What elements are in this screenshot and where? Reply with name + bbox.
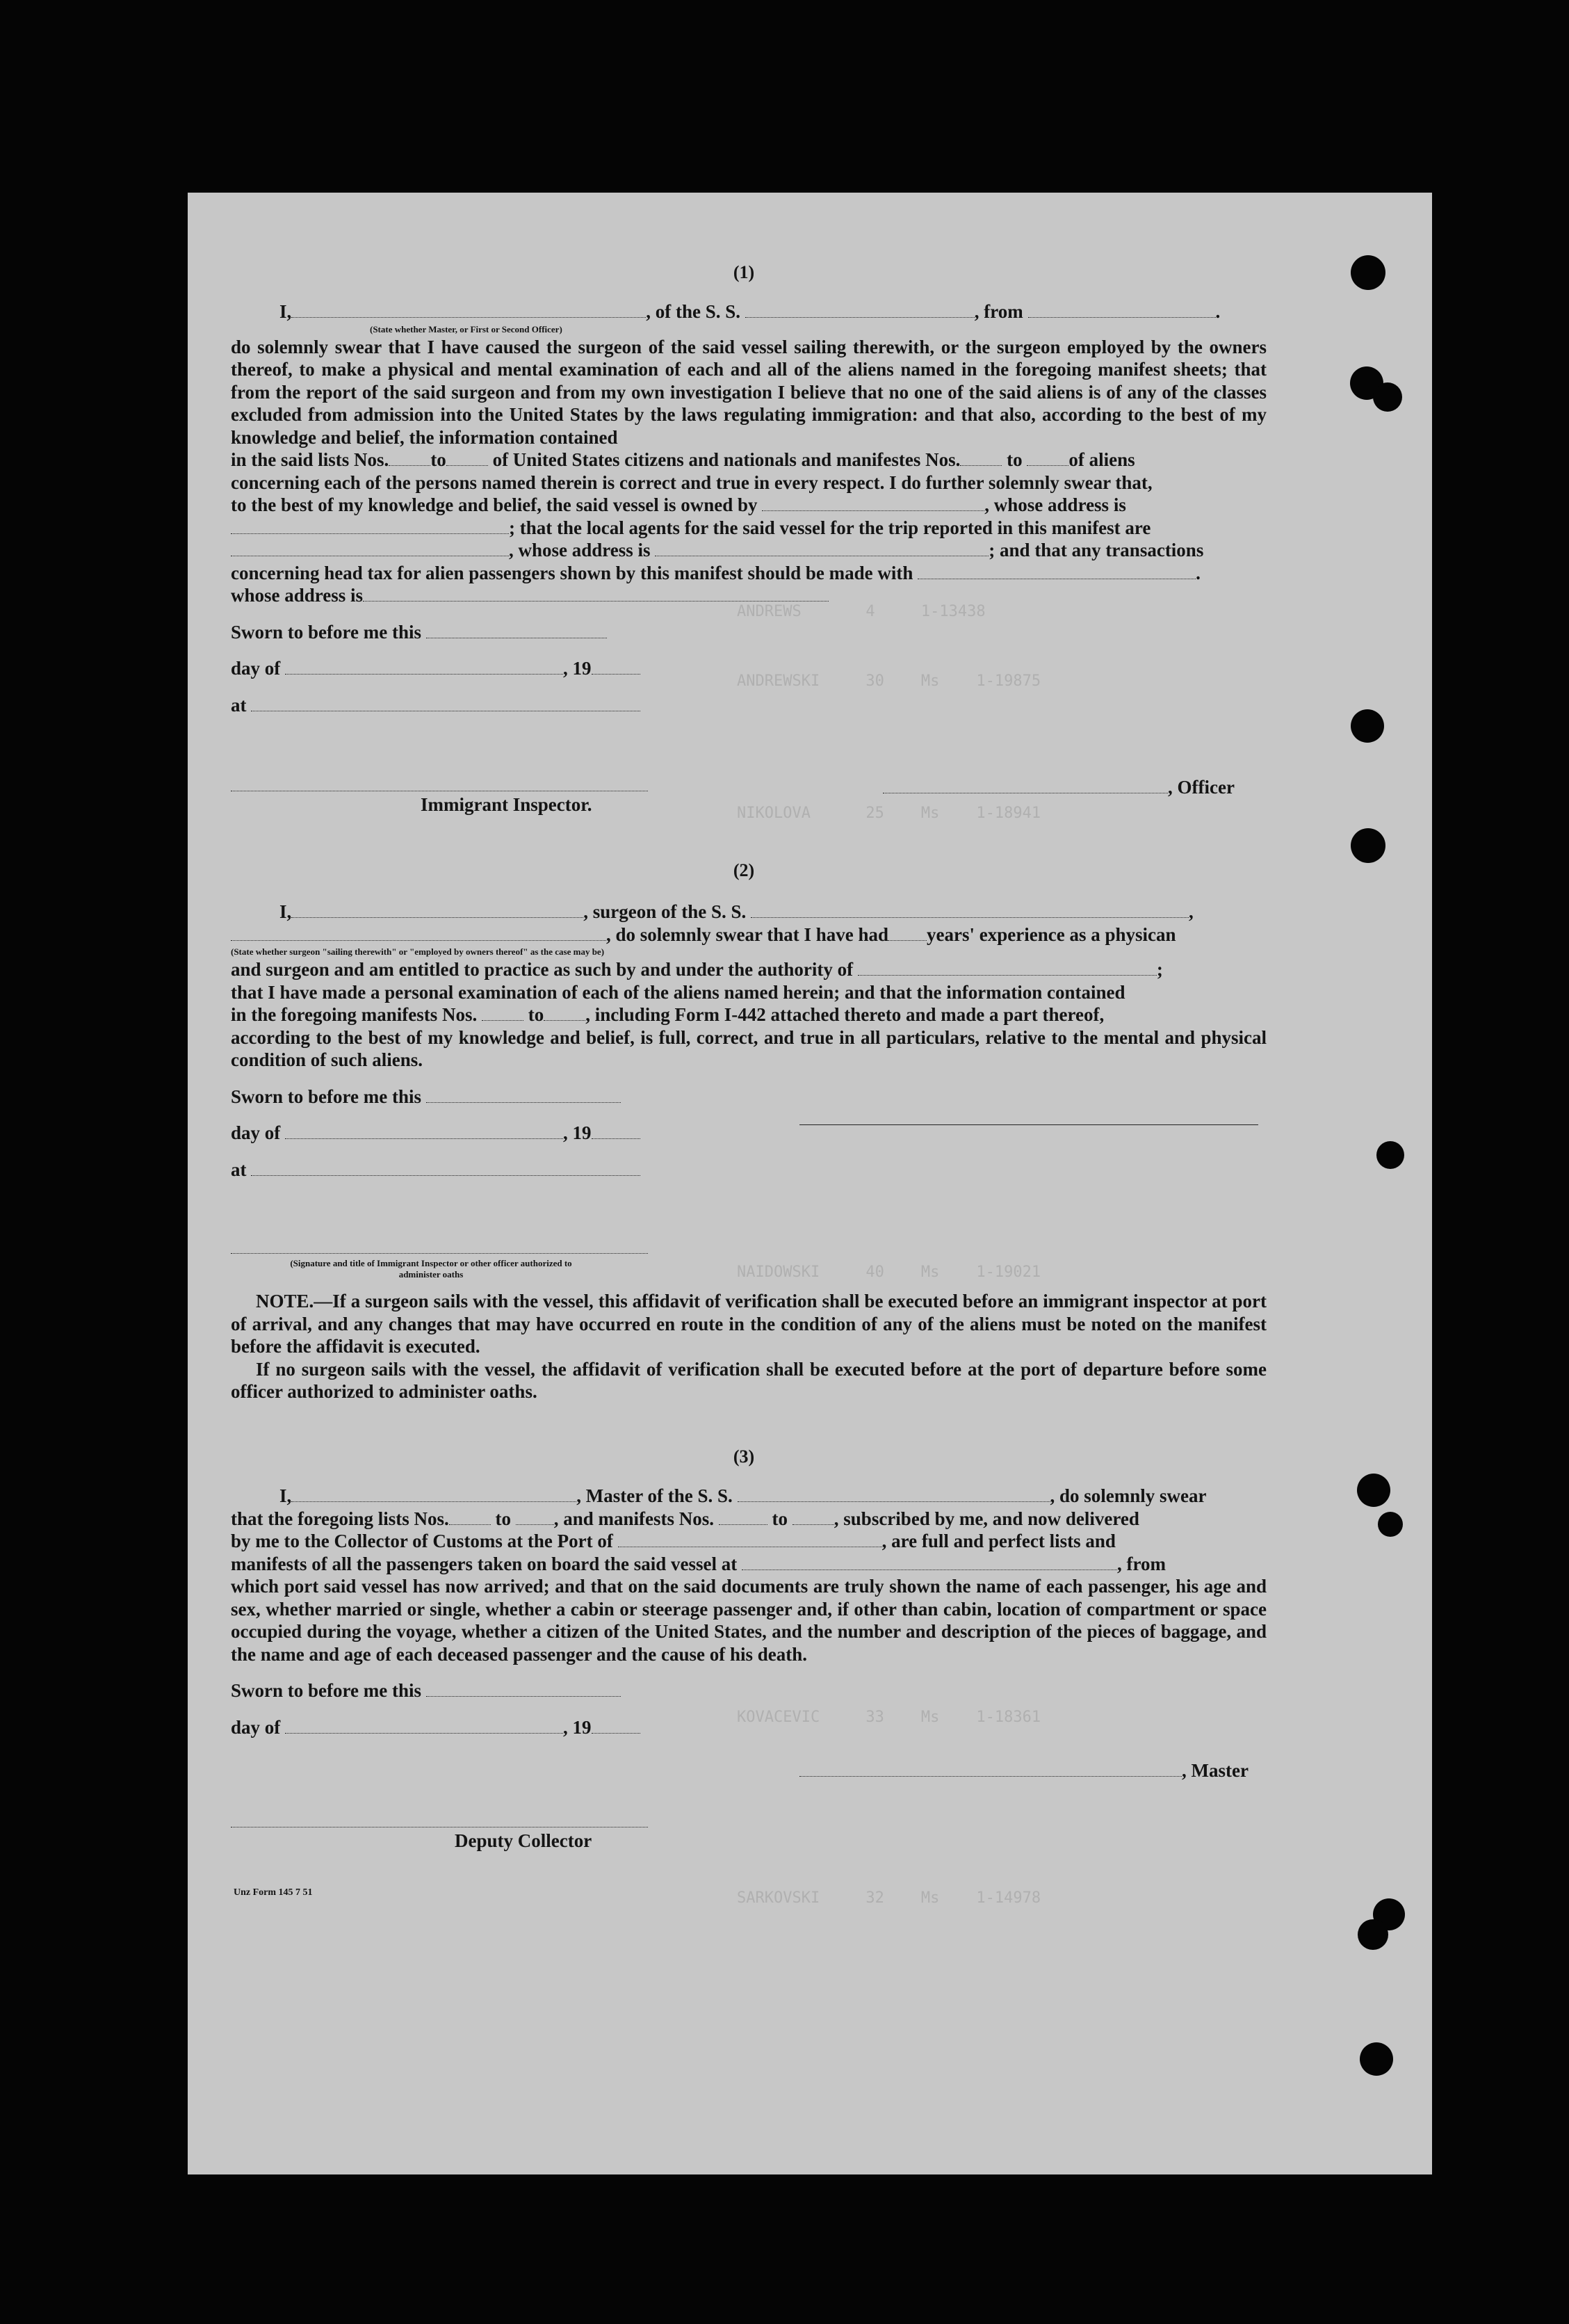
owner-label: to the best of my knowledge and belief, the said vessel is owned by (231, 494, 758, 515)
departure-port-field[interactable] (1028, 303, 1216, 318)
manifest-form-page (188, 193, 1432, 2174)
punch-hole (1357, 1474, 1390, 1507)
to-label: to (495, 1508, 511, 1529)
punch-hole (1373, 382, 1402, 412)
examination-statement: that I have made a personal examination of each of the aliens named herein; and that the information contained (231, 981, 1125, 1003)
vessel-name-field[interactable] (751, 903, 1189, 918)
punch-hole (1358, 1919, 1388, 1950)
list-from-field[interactable] (389, 451, 430, 466)
head-tax-label: concerning head tax for alien passengers shown by this manifest should be made with (231, 562, 913, 583)
agents-field[interactable] (231, 542, 509, 556)
form-number: Unz Form 145 7 51 (234, 1887, 313, 1898)
vessel-label: , of the S. S. (646, 301, 741, 322)
day-of-label: day of (231, 1716, 281, 1738)
delivery-label: , subscribed by me, and now delivered (834, 1508, 1139, 1529)
bleed-through-text: KOVACEVIC 33 Ms 1-18361 (737, 1709, 1041, 1726)
year-label: , 19 (563, 1716, 592, 1738)
bleed-through-text: SARKOVSKI 32 Ms 1-14978 (737, 1889, 1041, 1907)
master-label: , Master (1182, 1760, 1249, 1781)
sworn-month-field[interactable] (285, 660, 563, 675)
sworn-place-field[interactable] (251, 697, 640, 711)
sworn-year-field[interactable] (592, 660, 640, 675)
authority-label: and surgeon and am entitled to practice as such by and under the authority of (231, 959, 854, 980)
section-1-affidavit: I, , of the S. S. , from . (State whether Master, or First or Second Officer) do solemnly swear that I have caused the surgeon of the said vessel sailing therewith, or the surgeon employed by the owners thereof, to make a physical and mental examination of each and all of the aliens named in the foregoing manifest sheets; that from the report of the said surgeon and from my own investigation I believe that no one of the said aliens is of any of the classes excluded from admission into the United States by the laws regulating immigration: and that also, according to the best of my knowledge and belief, the information contained in the said lists Nos. to of United States citizens and nationals and manifestes Nos. to of aliens concerning each of the persons named therein is correct and true in every respect. I do further solemnly swear that, to the best of my knowledge and belief, the said vessel is owned by , whose address is ; that the local agents for the said vessel for the trip reported in this manifest are , whose address is ; and that any transactions concerning head tax for alien passengers shown by this manifest should be made with . whose address is Sworn to before me this day of , 19 at (231, 301, 1267, 716)
list-from-field[interactable] (449, 1510, 491, 1525)
vessel-name-field[interactable] (745, 303, 975, 318)
manifests-label: of United States citizens and nationals and manifestes Nos. (492, 449, 961, 470)
sworn-year-field[interactable] (592, 1719, 640, 1734)
address-label: whose address is (231, 585, 364, 606)
note-block (231, 1290, 1267, 1403)
officer-label: , Officer (1168, 777, 1235, 798)
collector-label: by me to the Collector of Customs at the Port of (231, 1531, 613, 1551)
boarding-port-field[interactable] (742, 1556, 1117, 1570)
punch-hole (1351, 828, 1385, 863)
sworn-place-field[interactable] (251, 1161, 640, 1176)
manifest-to-field[interactable] (792, 1510, 834, 1525)
vessel-label: , surgeon of the S. S. (583, 901, 747, 922)
punch-hole (1378, 1512, 1403, 1537)
inspector-signature-line[interactable] (231, 1239, 648, 1254)
at-label: at (231, 694, 247, 716)
sworn-year-field[interactable] (592, 1124, 640, 1139)
section-3-body: which port said vessel has now arrived; and that on the said documents are truly shown the name of each passenger, his age and sex, whether married or single, whether a cabin or steerage passenger and, if other than cabin, location of compartment or space occupied during the voyage, whether a citizen of the United States, and the number and description of the pieces of baggage, and the name and age of each deceased passenger and the cause of his death. (231, 1576, 1267, 1665)
section-2-affidavit: I, , surgeon of the S. S. , , do solemnly swear that I have had years' experience as a physican (State whether surgeon "sailing therewith" or "employed by owners thereof" as the case may be) and surgeon and am entitled to practice as such by and under the authority of ; that I have made a personal examination of each of the aliens named herein; and that the information contained in the foregoing manifests Nos. to , including Form I-442 attached thereto and made a part thereof, according to the best of my knowledge and belief, is full, correct, and true in all particulars, relative to the mental and physical condition of such aliens. Sworn to before me this day of , 19 at (231, 901, 1267, 1180)
swear-label: , do solemnly swear (1050, 1485, 1207, 1506)
master-signature-field[interactable] (799, 1762, 1182, 1777)
manifest-to-field[interactable] (1027, 451, 1068, 466)
lists-statement: , are full and perfect lists and (881, 1531, 1116, 1551)
at-label: at (231, 1159, 247, 1180)
bleed-through-text: NIKOLOVA 25 Ms 1-18941 (737, 805, 1041, 822)
sworn-month-field[interactable] (285, 1719, 563, 1734)
collector-signature-line[interactable] (231, 1813, 648, 1827)
section-2-body-end: according to the best of my knowledge and belief, is full, correct, and true in all particulars, relative to the mental and physical condition of such aliens. (231, 1026, 1267, 1070)
day-of-label: day of (231, 1122, 281, 1143)
oath-opening: I, (279, 1485, 292, 1506)
officer-name-field[interactable] (291, 303, 646, 318)
sworn-day-field[interactable] (426, 1088, 621, 1103)
manifests-label: , and manifests Nos. (553, 1508, 715, 1529)
manifests-label: in the foregoing manifests Nos. (231, 1004, 478, 1025)
sworn-label: Sworn to before me this (231, 621, 421, 643)
agents-address-field[interactable] (655, 542, 989, 556)
sworn-label: Sworn to before me this (231, 1086, 421, 1107)
master-signature (799, 1760, 1249, 1782)
year-label: , 19 (563, 658, 592, 679)
bleed-through-text: ANDREWSKI 30 Ms 1-19875 (737, 672, 1041, 690)
authority-field[interactable] (858, 961, 1157, 976)
to-label: to (430, 449, 446, 470)
note-no-surgeon: If no surgeon sails with the vessel, the affidavit of verification shall be executed before at the port of departure before some officer authorized to administer oaths. (231, 1358, 1267, 1402)
form-reference: , including Form I-442 attached thereto and made a part thereof, (585, 1004, 1105, 1025)
section-2-number: (2) (733, 860, 755, 880)
officer-signature (883, 777, 1235, 798)
address-label: , whose address is (509, 540, 651, 560)
surgeon-signature-line[interactable] (799, 1111, 1258, 1125)
inspector-signature-line[interactable] (231, 777, 648, 791)
section-1-number: (1) (733, 262, 755, 282)
punch-hole (1360, 2042, 1393, 2076)
master-name-field[interactable] (291, 1487, 576, 1502)
owner-field[interactable] (762, 497, 984, 511)
list-to-field[interactable] (446, 451, 488, 466)
punch-hole (1351, 255, 1385, 290)
punch-hole (1376, 1141, 1404, 1169)
inspector-title: Immigrant Inspector. (421, 794, 592, 815)
from-label: , from (1117, 1553, 1166, 1574)
surgeon-caption: (State whether surgeon "sailing therewith" or "employed by owners thereof" as the case may be) (231, 946, 605, 957)
officer-signature-field[interactable] (883, 779, 1168, 793)
years-experience-field[interactable] (888, 926, 927, 941)
list-to-field[interactable] (516, 1510, 554, 1525)
owner-address-field[interactable] (231, 519, 509, 534)
port-field[interactable] (618, 1533, 882, 1547)
surgeon-status-field[interactable] (231, 926, 606, 941)
lists-label: that the foregoing lists Nos. (231, 1508, 449, 1529)
sworn-month-field[interactable] (285, 1124, 563, 1139)
manifest-from-field[interactable] (482, 1006, 523, 1021)
oath-opening: I, (279, 901, 292, 922)
section-3-affidavit (231, 1485, 1267, 1738)
inspector-caption: (Signature and title of Immigrant Inspector or other officer authorized to administer oaths (290, 1258, 572, 1280)
oath-opening: I, (279, 301, 292, 322)
from-label: , from (974, 301, 1023, 322)
to-label: to (1007, 449, 1023, 470)
deputy-collector-title: Deputy Collector (455, 1830, 592, 1851)
transactions-label: ; and that any transactions (989, 540, 1204, 560)
head-tax-agent-field[interactable] (918, 565, 1196, 579)
sworn-day-field[interactable] (426, 624, 607, 638)
aliens-label: of aliens (1068, 449, 1135, 470)
note-surgeon-sails: NOTE.—If a surgeon sails with the vessel, this affidavit of verification shall be executed before an immigrant inspector at port of arrival, and any changes that may have occurred en route in the condition of any of the aliens must be noted on the manifest before the affidavit is executed. (231, 1291, 1267, 1357)
section-3-number: (3) (733, 1446, 755, 1467)
affidavit-body-part-1: do solemnly swear that I have caused the surgeon of the said vessel sailing therewith, or the surgeon employed by the owners thereof, to make a physical and mental examination of each and all of the aliens named in the foregoing manifest sheets; that from the report of the said surgeon and from my own investigation I believe that no one of the said aliens is of any of the classes excluded from admission into the United States by the laws regulating immigration: and that also, according to the best of my knowledge and belief, the information contained (231, 336, 1267, 448)
experience-label: years' experience as a physican (927, 923, 1176, 945)
day-of-label: day of (231, 658, 281, 679)
bleed-through-text: NAIDOWSKI 40 Ms 1-19021 (737, 1264, 1041, 1281)
sworn-label: Sworn to before me this (231, 1680, 421, 1701)
surgeon-name-field[interactable] (291, 903, 583, 918)
sworn-day-field[interactable] (426, 1682, 621, 1697)
head-tax-address-field[interactable] (363, 587, 829, 602)
to-label: to (528, 1004, 544, 1025)
year-label: , 19 (563, 1122, 592, 1143)
address-label: , whose address is (984, 494, 1126, 515)
manifest-to-field[interactable] (544, 1006, 585, 1021)
master-label: , Master of the S. S. (576, 1485, 733, 1506)
manifests-statement: manifests of all the passengers taken on board the said vessel at (231, 1553, 738, 1574)
affidavit-body-part-2: concerning each of the persons named therein is correct and true in every respect. I do further solemnly swear that, (231, 471, 1153, 493)
agents-label: ; that the local agents for the said vessel for the trip reported in this manifest are (509, 517, 1151, 538)
punch-hole (1351, 709, 1384, 743)
lists-label: in the said lists Nos. (231, 449, 389, 470)
bleed-through-text: ANDREWS 4 1-13438 (737, 603, 986, 620)
to-label: to (772, 1508, 788, 1529)
manifest-from-field[interactable] (960, 451, 1002, 466)
swear-label: , do solemnly swear that I have had (606, 923, 889, 945)
vessel-name-field[interactable] (738, 1487, 1050, 1502)
manifest-from-field[interactable] (719, 1510, 767, 1525)
officer-caption: (State whether Master, or First or Second Officer) (370, 323, 562, 334)
